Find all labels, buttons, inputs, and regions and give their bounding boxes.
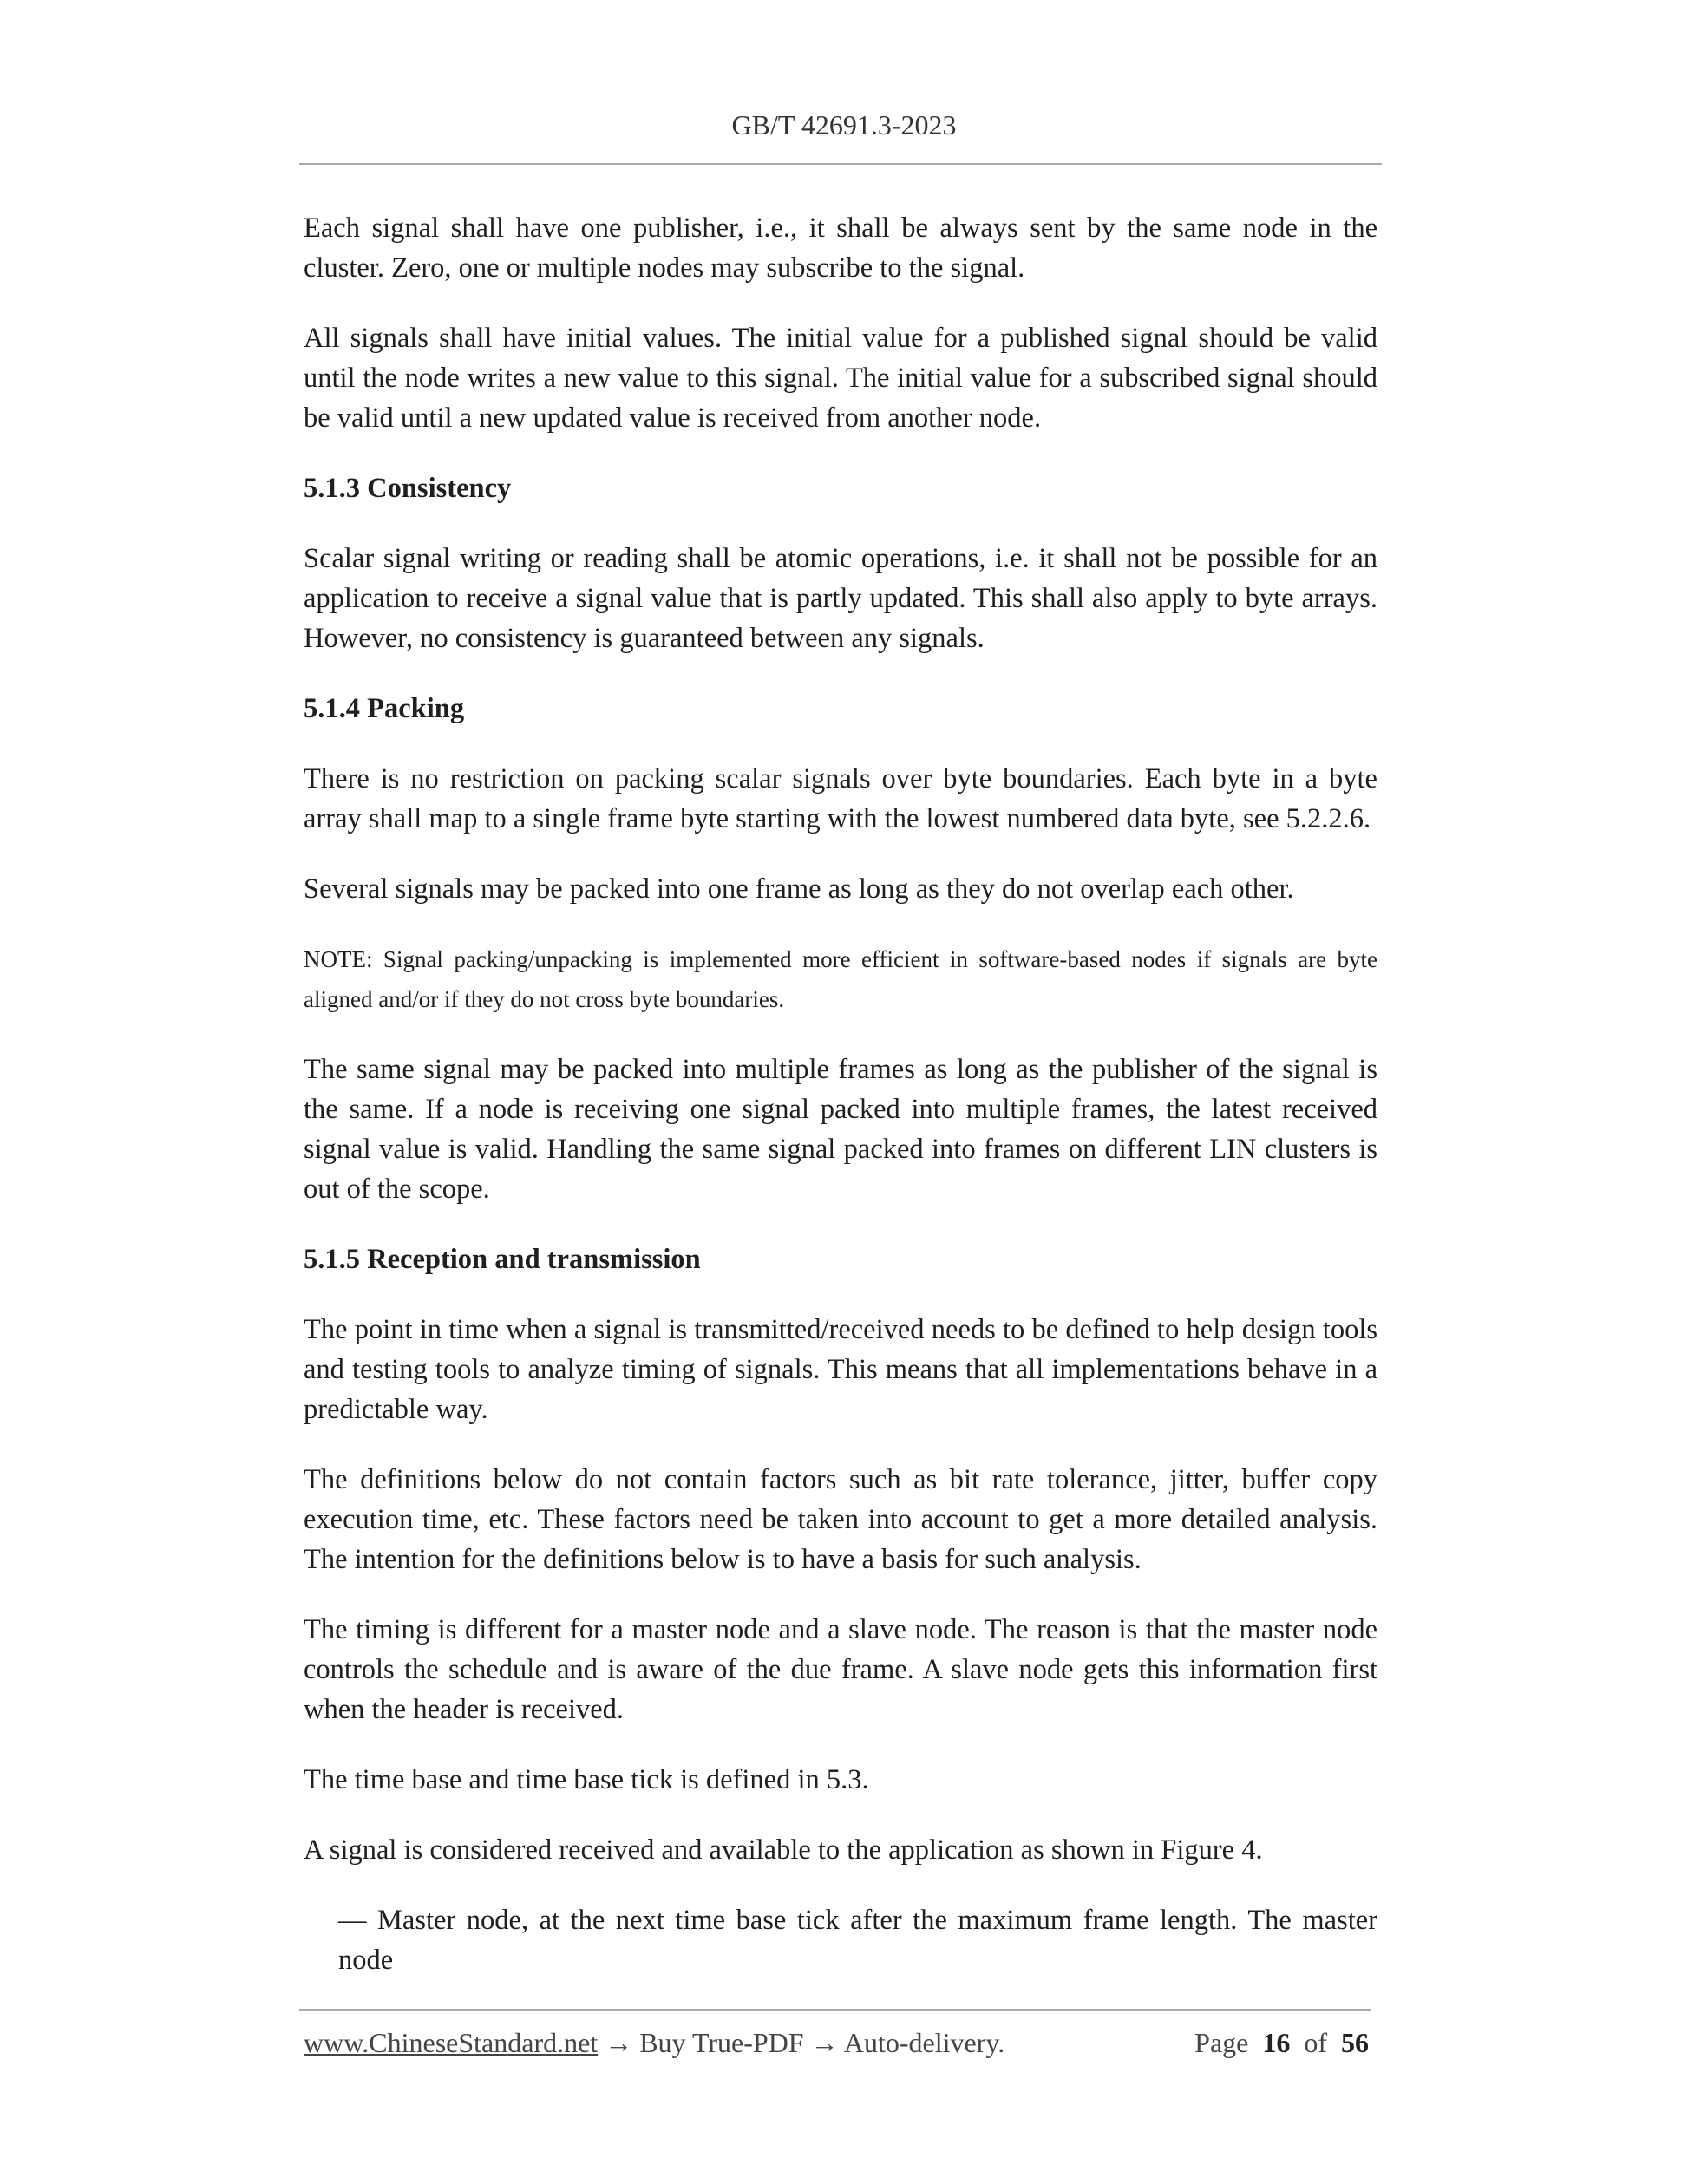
note-packing: NOTE: Signal packing/unpacking is implemented more efficient in software-based nodes if signals are byte aligned and/or if they do not cross byte boundaries. [304, 946, 1377, 1012]
website-link[interactable]: www.ChineseStandard.net [304, 2027, 599, 2058]
paragraph-consistency: Scalar signal writing or reading shall be atomic operations, i.e. it shall not be possible for an application to receive a signal value that is partly updated. This shall also apply to byte arrays. However, no consistency is guaranteed between any signals. [304, 543, 1377, 654]
document-code-header: GB/T 42691.3-2023 [731, 109, 957, 141]
paragraph-definitions-factors: The definitions below do not contain factors such as bit rate tolerance, jitter, buffer copy execution time, etc. These factors need be taken into account to get a more detailed analysis. The intention for the definitions below is to have a basis for such analysis. [304, 1464, 1377, 1575]
paragraph-initial-values: All signals shall have initial values. The initial value for a published signal should be valid until the node writes a new value to this signal. The initial value for a subscribed signal should be valid until a new updated value is received from another node. [304, 323, 1377, 434]
document-body [304, 208, 1377, 2011]
page-number [1194, 2027, 1369, 2059]
page-current: 16 [1262, 2027, 1291, 2058]
paragraph-timing-definition: The point in time when a signal is transmitted/received needs to be defined to help design tools and testing tools to analyze timing of signals. This means that all implementations behave in a predictable way. [304, 1314, 1377, 1425]
paragraph-packing-overlap: Several signals may be packed into one frame as long as they do not overlap each other. [304, 873, 1294, 905]
footer-source [304, 2027, 1004, 2059]
page-total: 56 [1341, 2027, 1369, 2058]
page-footer [304, 2027, 1369, 2059]
section-heading-consistency: 5.1.3 Consistency [304, 473, 512, 504]
paragraph-signal-publisher: Each signal shall have one publisher, i.e., it shall be always sent by the same node in the cluster. Zero, one or multiple nodes may subscribe to the signal. [304, 213, 1377, 284]
footer-delivery-text: → Buy True-PDF → Auto-delivery. [598, 2027, 1005, 2058]
paragraph-time-base: The time base and time base tick is defined in 5.3. [304, 1764, 869, 1795]
paragraph-master-slave-timing: The timing is different for a master node and a slave node. The reason is that the master node controls the schedule and is aware of the due frame. A slave node gets this information first when the header is received. [304, 1614, 1377, 1725]
page-of-label: of [1304, 2027, 1327, 2058]
paragraph-signal-received: A signal is considered received and available to the application as shown in Figure 4. [304, 1834, 1263, 1866]
list-item-master-node: — Master node, at the next time base tick after the maximum frame length. The master node [338, 1905, 1377, 1976]
page-label: Page [1194, 2027, 1249, 2058]
header-divider [299, 163, 1382, 165]
paragraph-packing-restriction: There is no restriction on packing scalar signals over byte boundaries. Each byte in a byte array shall map to a single frame byte starting with the lowest numbered data byte, see 5.2.2.6. [304, 763, 1377, 834]
paragraph-multiple-frames: The same signal may be packed into multiple frames as long as the publisher of the signal is the same. If a node is receiving one signal packed into multiple frames, the latest received signal value is valid. Handling the same signal packed into frames on different LIN clusters is out of the scope. [304, 1054, 1377, 1205]
footer-divider [299, 2009, 1371, 2011]
section-heading-packing: 5.1.4 Packing [304, 693, 465, 724]
section-heading-reception-transmission: 5.1.5 Reception and transmission [304, 1244, 701, 1275]
